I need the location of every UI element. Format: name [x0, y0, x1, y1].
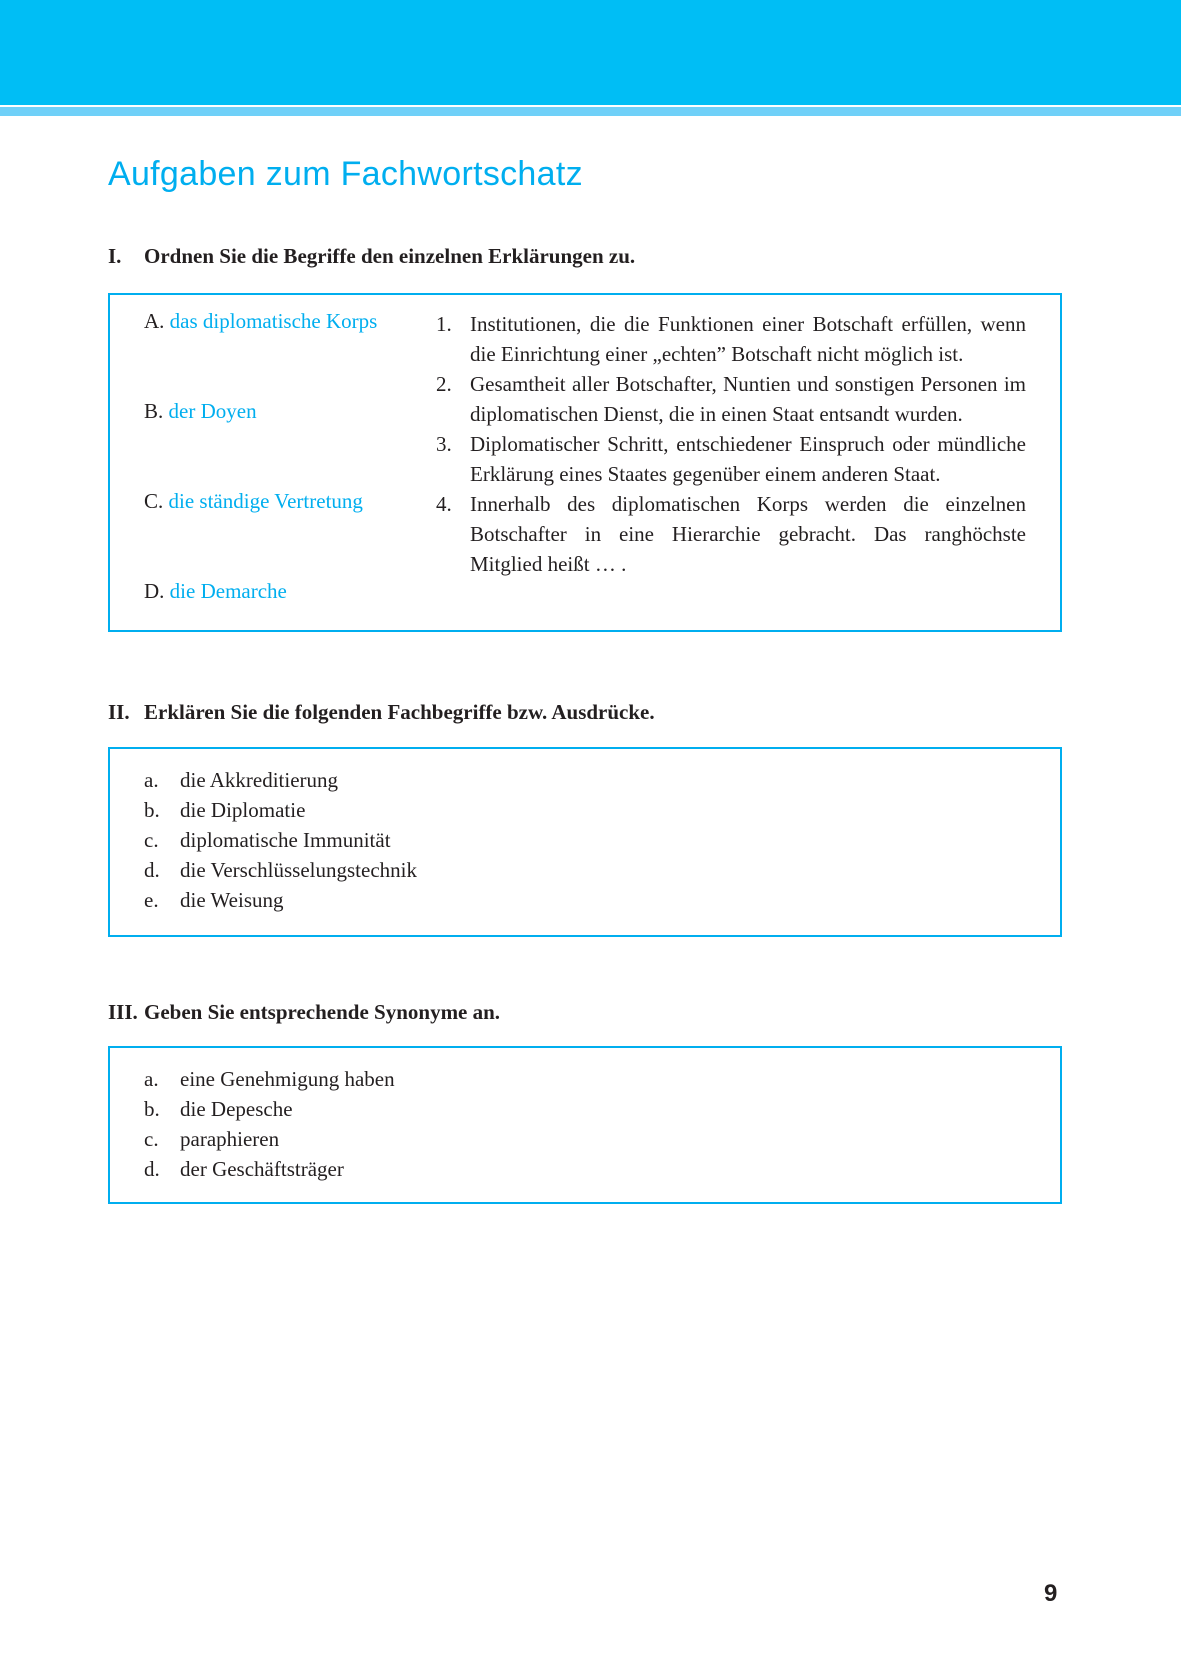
list-item	[144, 1124, 395, 1154]
task-2-number: II.	[108, 700, 130, 724]
task-2-box	[108, 747, 1062, 937]
task-2-instruction: Erklären Sie die folgenden Fachbegriffe bzw. Ausdrücke.	[144, 700, 655, 724]
list-marker: d.	[144, 1157, 160, 1181]
list-text: die Depesche	[180, 1097, 293, 1121]
list-text: die Weisung	[180, 888, 284, 912]
task-1-box	[108, 293, 1062, 632]
term-letter: C.	[144, 489, 164, 513]
synonyms-list	[144, 1064, 395, 1184]
list-marker: c.	[144, 1127, 159, 1151]
list-item	[144, 1094, 395, 1124]
definition-number: 2.	[436, 372, 452, 396]
list-text: die Verschlüsselungstechnik	[180, 858, 417, 882]
task-3-box	[108, 1046, 1062, 1204]
task-3-heading	[108, 1000, 500, 1025]
task-3-number: III.	[108, 1000, 138, 1024]
term-item	[144, 309, 377, 334]
term-text: das diplomatische Korps	[169, 309, 378, 333]
definition-number: 1.	[436, 312, 452, 336]
term-letter: B.	[144, 399, 164, 423]
term-text: die Demarche	[169, 579, 287, 603]
definition-text: Diplomatischer Schritt, entschiedener Einspruch oder mündliche Erklärung eines Staates gegenüber einem anderen Staat.	[470, 432, 1026, 486]
list-item	[144, 765, 417, 795]
list-text: paraphieren	[180, 1127, 280, 1151]
task-1-heading	[108, 244, 635, 269]
definition-text: Gesamtheit aller Botschafter, Nuntien und sonstigen Personen im diplomatischen Dienst, die in einen Staat entsandt wurden.	[470, 372, 1026, 426]
definitions-column	[436, 309, 1026, 579]
task-3-instruction: Geben Sie entsprechende Synonyme an.	[144, 1000, 501, 1024]
definition-item	[436, 369, 1026, 429]
list-marker: b.	[144, 1097, 160, 1121]
term-item	[144, 489, 363, 514]
page-title: Aufgaben zum Fachwortschatz	[108, 155, 583, 193]
list-marker: a.	[144, 1067, 159, 1091]
list-item	[144, 855, 417, 885]
term-text: die ständige Vertretung	[168, 489, 363, 513]
definition-item	[436, 309, 1026, 369]
definition-item	[436, 489, 1026, 579]
list-text: diplomatische Immunität	[180, 828, 391, 852]
header-stripe	[0, 107, 1181, 116]
term-item	[144, 399, 257, 424]
list-marker: b.	[144, 798, 160, 822]
list-item	[144, 885, 417, 915]
task-1-instruction: Ordnen Sie die Begriffe den einzelnen Erklärungen zu.	[144, 244, 636, 268]
definition-text: Innerhalb des diplomatischen Korps werden die einzelnen Botschafter in eine Hierarchie gebracht. Das ranghöchste Mitglied heißt … .	[470, 492, 1026, 576]
terms-list	[144, 765, 417, 915]
definition-number: 3.	[436, 432, 452, 456]
list-marker: a.	[144, 768, 159, 792]
list-text: eine Genehmigung haben	[180, 1067, 395, 1091]
list-item	[144, 825, 417, 855]
list-text: der Geschäftsträger	[180, 1157, 344, 1181]
term-item	[144, 579, 287, 604]
task-1-number: I.	[108, 244, 122, 268]
definition-text: Institutionen, die die Funktionen einer Botschaft erfüllen, wenn die Einrichtung einer „echten” Botschaft nicht möglich ist.	[470, 312, 1026, 366]
list-text: die Diplomatie	[180, 798, 306, 822]
header-band	[0, 0, 1181, 105]
term-letter: A.	[144, 309, 165, 333]
list-marker: d.	[144, 858, 160, 882]
list-item	[144, 1064, 395, 1094]
list-marker: c.	[144, 828, 159, 852]
list-item	[144, 1154, 395, 1184]
list-text: die Akkreditierung	[180, 768, 339, 792]
definition-number: 4.	[436, 492, 452, 516]
page-number: 9	[1044, 1580, 1058, 1607]
list-marker: e.	[144, 888, 159, 912]
term-text: der Doyen	[168, 399, 257, 423]
task-2-heading	[108, 700, 655, 725]
term-letter: D.	[144, 579, 165, 603]
list-item	[144, 795, 417, 825]
definition-item	[436, 429, 1026, 489]
